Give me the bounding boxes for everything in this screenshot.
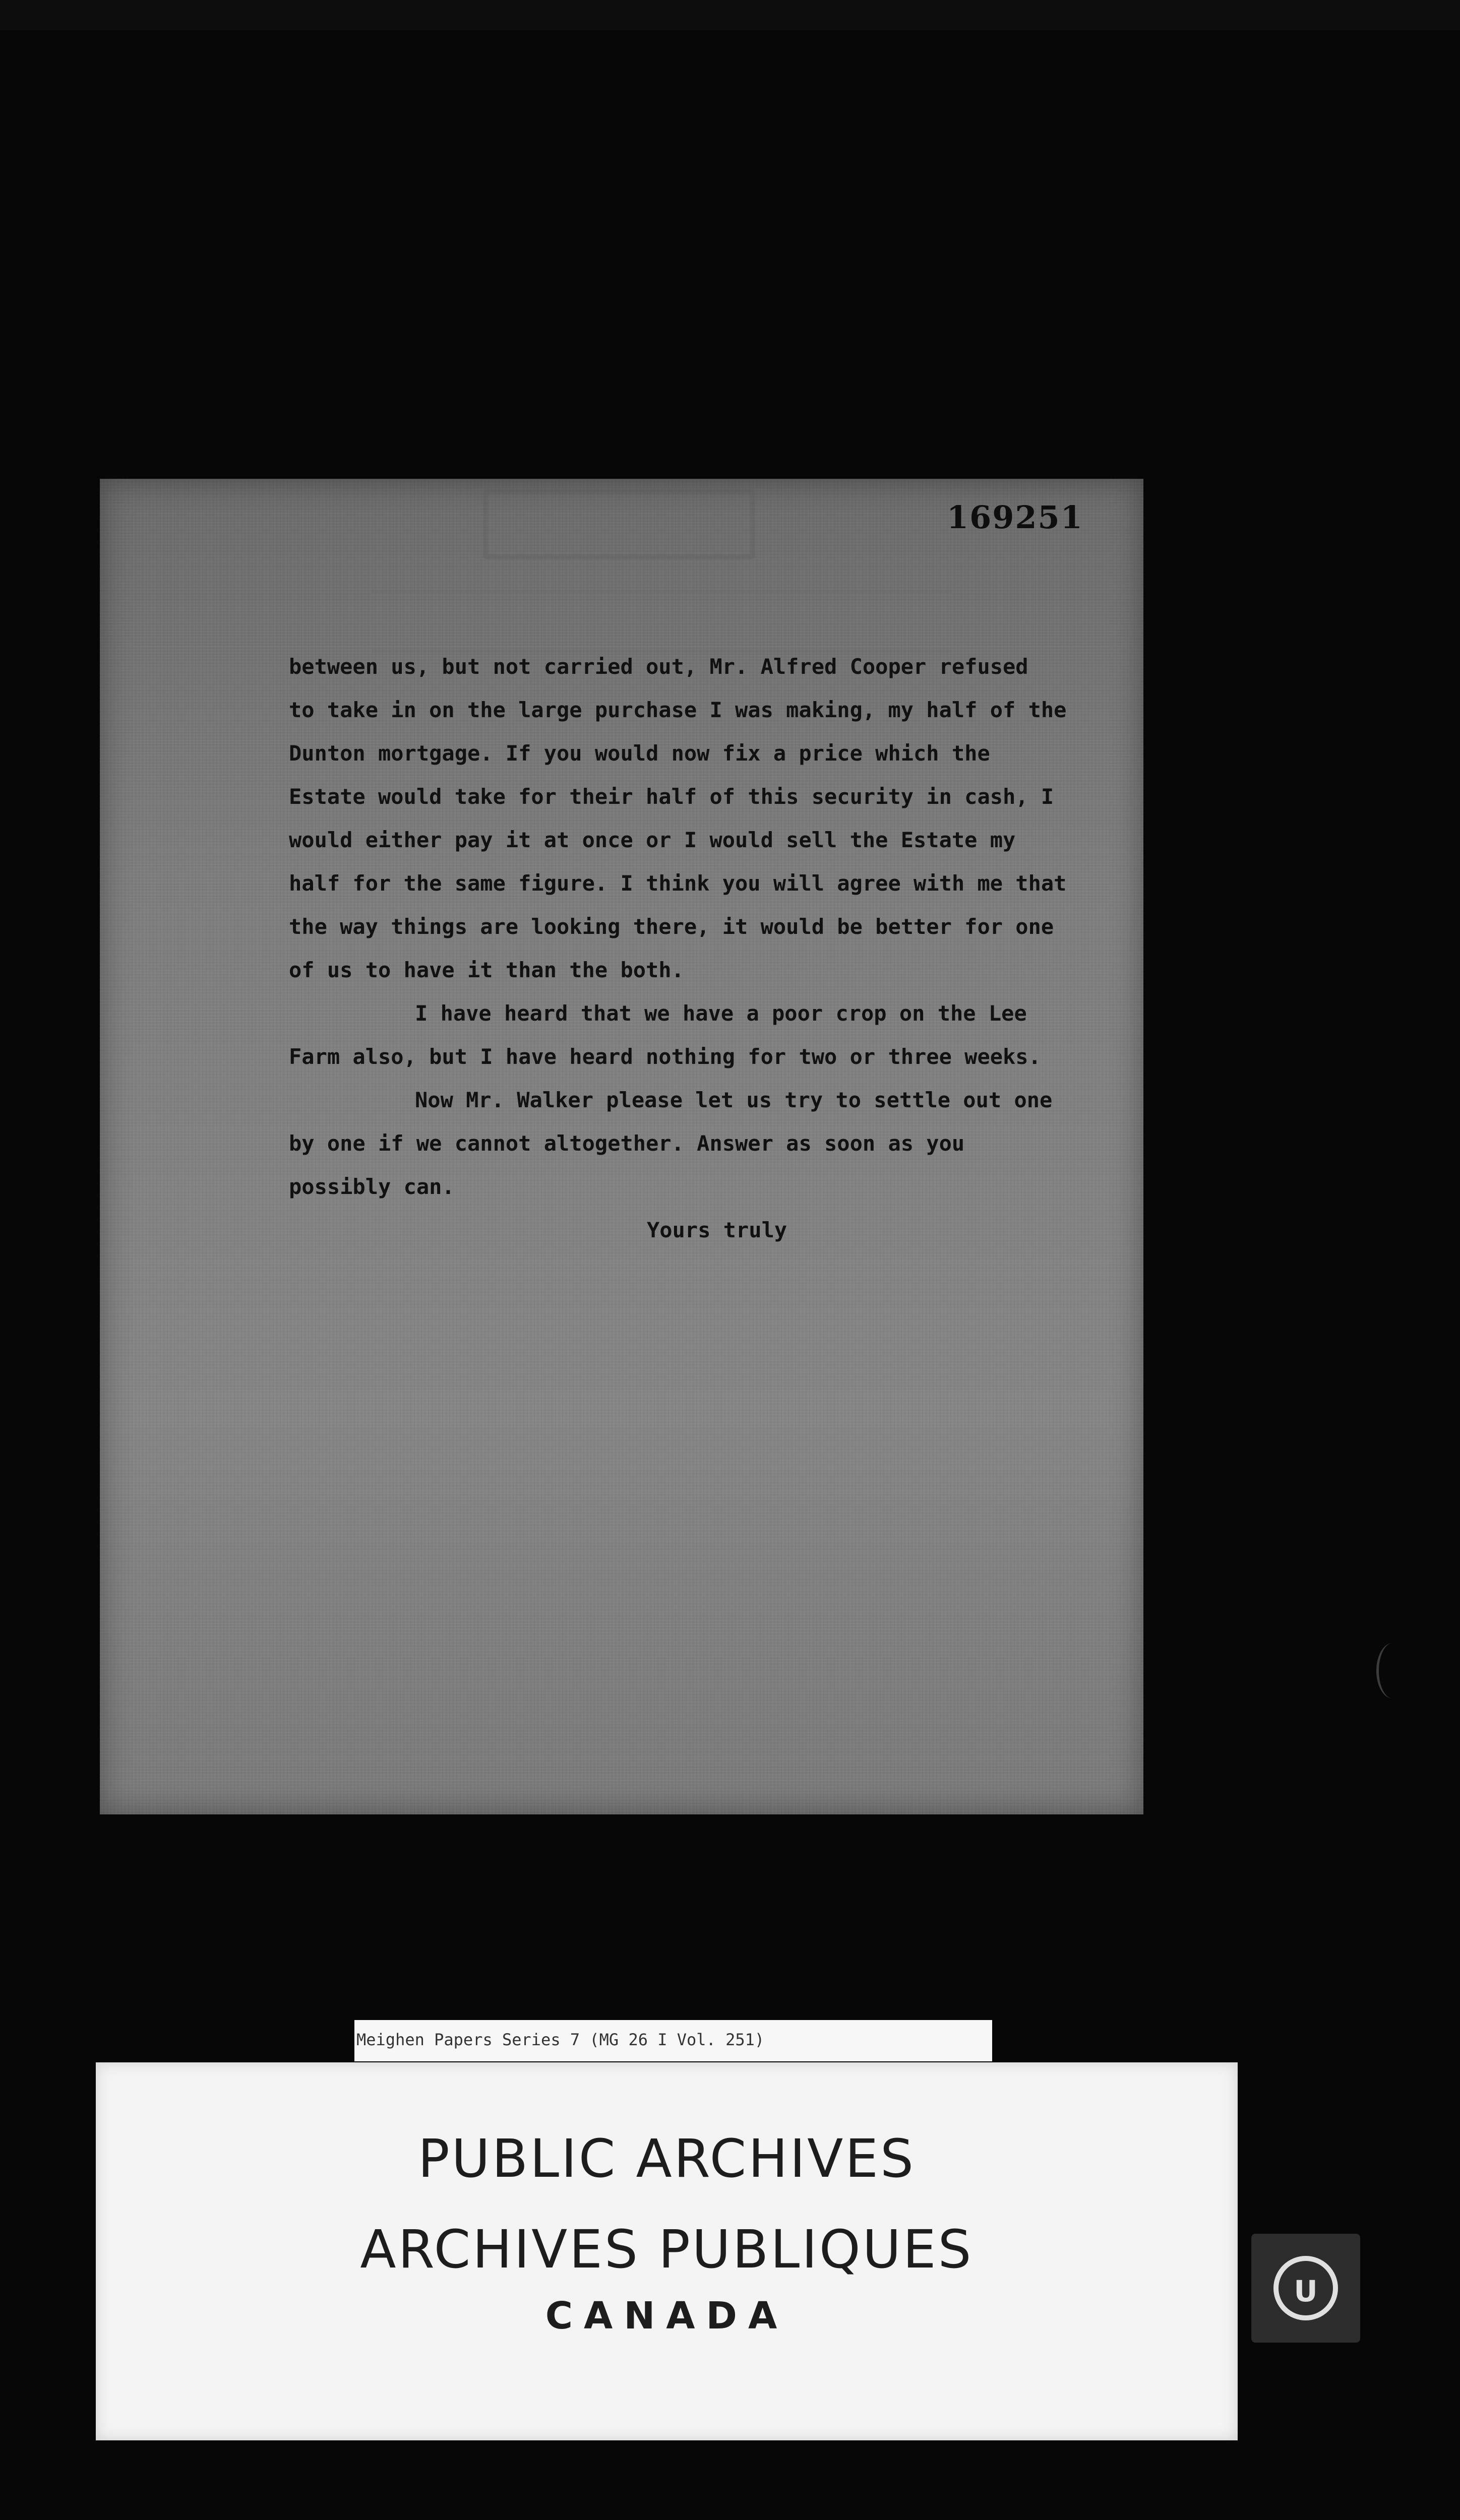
letter-line: Estate would take for their half of this security in cash, I [289,784,1054,809]
letter-line: Now Mr. Walker please let us try to settle out one [415,1088,1053,1112]
letter-line: I have heard that we have a poor crop on the Lee [415,1001,1027,1026]
letter-line: between us, but not carried out, Mr. Alfred Cooper refused [289,654,1028,679]
letter-body [289,645,1126,1252]
paper-watermark-mirrored [372,590,952,653]
letter-page [100,479,1143,1814]
paper-watermark [483,489,755,559]
logo-glyph: U [1294,2274,1318,2308]
archives-title-english: PUBLIC ARCHIVES [417,2128,916,2189]
document-number: 169251 [947,499,1083,536]
letter-line: half for the same figure. I think you will agree with me that [289,871,1067,896]
reel-label: Meighen Papers Series 7 (MG 26 I Vol. 251) [356,2030,765,2049]
letter-line: of us to have it than the both. [289,958,684,982]
logo-ring [1273,2256,1338,2320]
letter-line: would either pay it at once or I would sell the Estate my [289,828,1016,852]
film-edge-top [0,0,1460,30]
archives-title-french: ARCHIVES PUBLIQUES [360,2219,974,2280]
archives-card [96,2062,1238,2440]
letter-line: to take in on the large purchase I was making, my half of the [289,698,1067,722]
letter-closing: Yours truly [647,1218,787,1242]
letter-line: the way things are looking there, it would be better for one [289,914,1054,939]
reel-label-strip [354,2020,992,2061]
archives-country: CANADA [545,2294,788,2338]
pen-mark [1376,1643,1409,1698]
letter-line: by one if we cannot altogether. Answer as soon as you [289,1131,965,1156]
letter-line: Dunton mortgage. If you would now fix a price which the [289,741,990,766]
letter-line: possibly can. [289,1174,455,1199]
archives-logo-icon [1251,2234,1360,2343]
letter-line: Farm also, but I have heard nothing for two or three weeks. [289,1044,1041,1069]
